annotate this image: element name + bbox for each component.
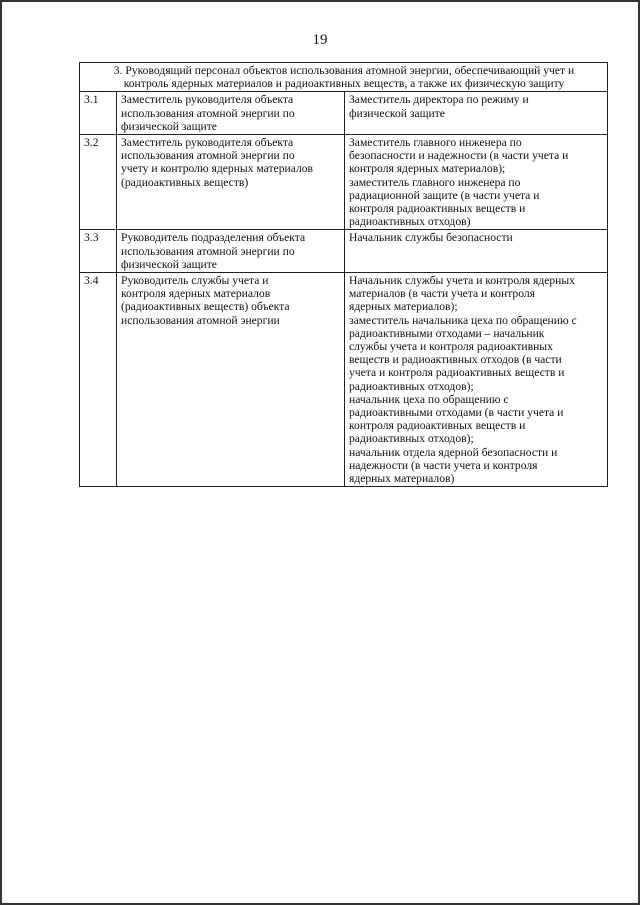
counterpart-line: Заместитель главного инженера по <box>349 136 522 150</box>
section-heading-line: контроль ядерных материалов и радиоактивных веществ, а также их физическую защиту <box>123 77 565 91</box>
counterpart-line: Заместитель директора по режиму и <box>349 93 529 107</box>
counterpart-line: контроля радиоактивных веществ и <box>349 419 526 433</box>
position-line: учету и контролю ядерных материалов <box>121 162 314 176</box>
section-heading-cell <box>80 63 608 92</box>
row-number-cell: 3.3 <box>80 230 117 273</box>
position-line: Руководитель подразделения объекта <box>121 231 306 245</box>
counterpart-line: заместитель начальника цеха по обращению с <box>349 313 577 327</box>
table-row <box>80 230 608 273</box>
counterpart-cell <box>345 273 608 487</box>
position-cell <box>117 230 345 273</box>
table-row <box>80 273 608 487</box>
row-number-cell: 3.1 <box>80 92 117 135</box>
counterpart-line: радиоактивных отходов); <box>349 379 474 393</box>
counterpart-cell <box>345 135 608 230</box>
counterpart-line: ядерных материалов); <box>349 300 458 314</box>
counterpart-line: контроля радиоактивных веществ и <box>349 202 526 216</box>
position-line: использования атомной энергии по <box>121 149 295 163</box>
position-line: Руководитель службы учета и <box>121 274 269 288</box>
position-line: контроля ядерных материалов <box>121 287 271 301</box>
counterpart-line: службы учета и контроля радиоактивных <box>349 340 553 354</box>
counterpart-line: заместитель главного инженера по <box>349 175 521 189</box>
table-row <box>80 135 608 230</box>
counterpart-cell <box>345 92 608 135</box>
table-row <box>80 92 608 135</box>
position-line: физической защите <box>121 257 217 271</box>
position-cell <box>117 273 345 487</box>
counterpart-line: радиационной защите (в части учета и <box>349 188 540 202</box>
counterpart-line: учета и контроля радиоактивных веществ и <box>349 366 565 380</box>
counterpart-line: физической защите <box>349 106 445 120</box>
position-line: (радиоактивных веществ) <box>121 175 249 189</box>
position-cell <box>117 135 345 230</box>
counterpart-cell <box>345 230 608 273</box>
counterpart-line: начальник отдела ядерной безопасности и <box>349 445 558 459</box>
counterpart-line: Начальник службы безопасности <box>349 231 513 245</box>
row-number-cell: 3.2 <box>80 135 117 230</box>
position-cell <box>117 92 345 135</box>
counterpart-line: материалов (в части учета и контроля <box>349 287 535 301</box>
counterpart-line: веществ и радиоактивных отходов (в части <box>349 353 562 367</box>
row-number-cell: 3.4 <box>80 273 117 487</box>
position-line: использования атомной энергии по <box>121 106 295 120</box>
personnel-table <box>79 62 608 487</box>
section-heading-row <box>80 63 608 92</box>
counterpart-line: безопасности и надежности (в части учета и <box>349 149 569 163</box>
position-line: (радиоактивных веществ) объекта <box>121 300 290 314</box>
counterpart-line: ядерных материалов) <box>349 472 455 486</box>
counterpart-line: радиоактивными отходами (в части учета и <box>349 406 564 420</box>
counterpart-line: радиоактивных отходов) <box>349 215 471 229</box>
counterpart-line: контроля ядерных материалов); <box>349 162 506 176</box>
counterpart-line: Начальник службы учета и контроля ядерных <box>349 274 575 288</box>
position-line: Заместитель руководителя объекта <box>121 136 294 150</box>
counterpart-line: начальник цеха по обращению с <box>349 392 509 406</box>
position-line: физической защите <box>121 119 217 133</box>
page-number: 19 <box>312 32 328 48</box>
counterpart-line: радиоактивных отходов); <box>349 432 474 446</box>
position-line: использования атомной энергии по <box>121 244 295 258</box>
counterpart-line: надежности (в части учета и контроля <box>349 458 538 472</box>
position-line: Заместитель руководителя объекта <box>121 93 294 107</box>
position-line: использования атомной энергии <box>121 313 280 327</box>
section-heading-line: 3. Руководящий персонал объектов использования атомной энергии, обеспечивающий учет и <box>113 64 575 77</box>
counterpart-line: радиоактивными отходами – начальник <box>349 326 545 340</box>
